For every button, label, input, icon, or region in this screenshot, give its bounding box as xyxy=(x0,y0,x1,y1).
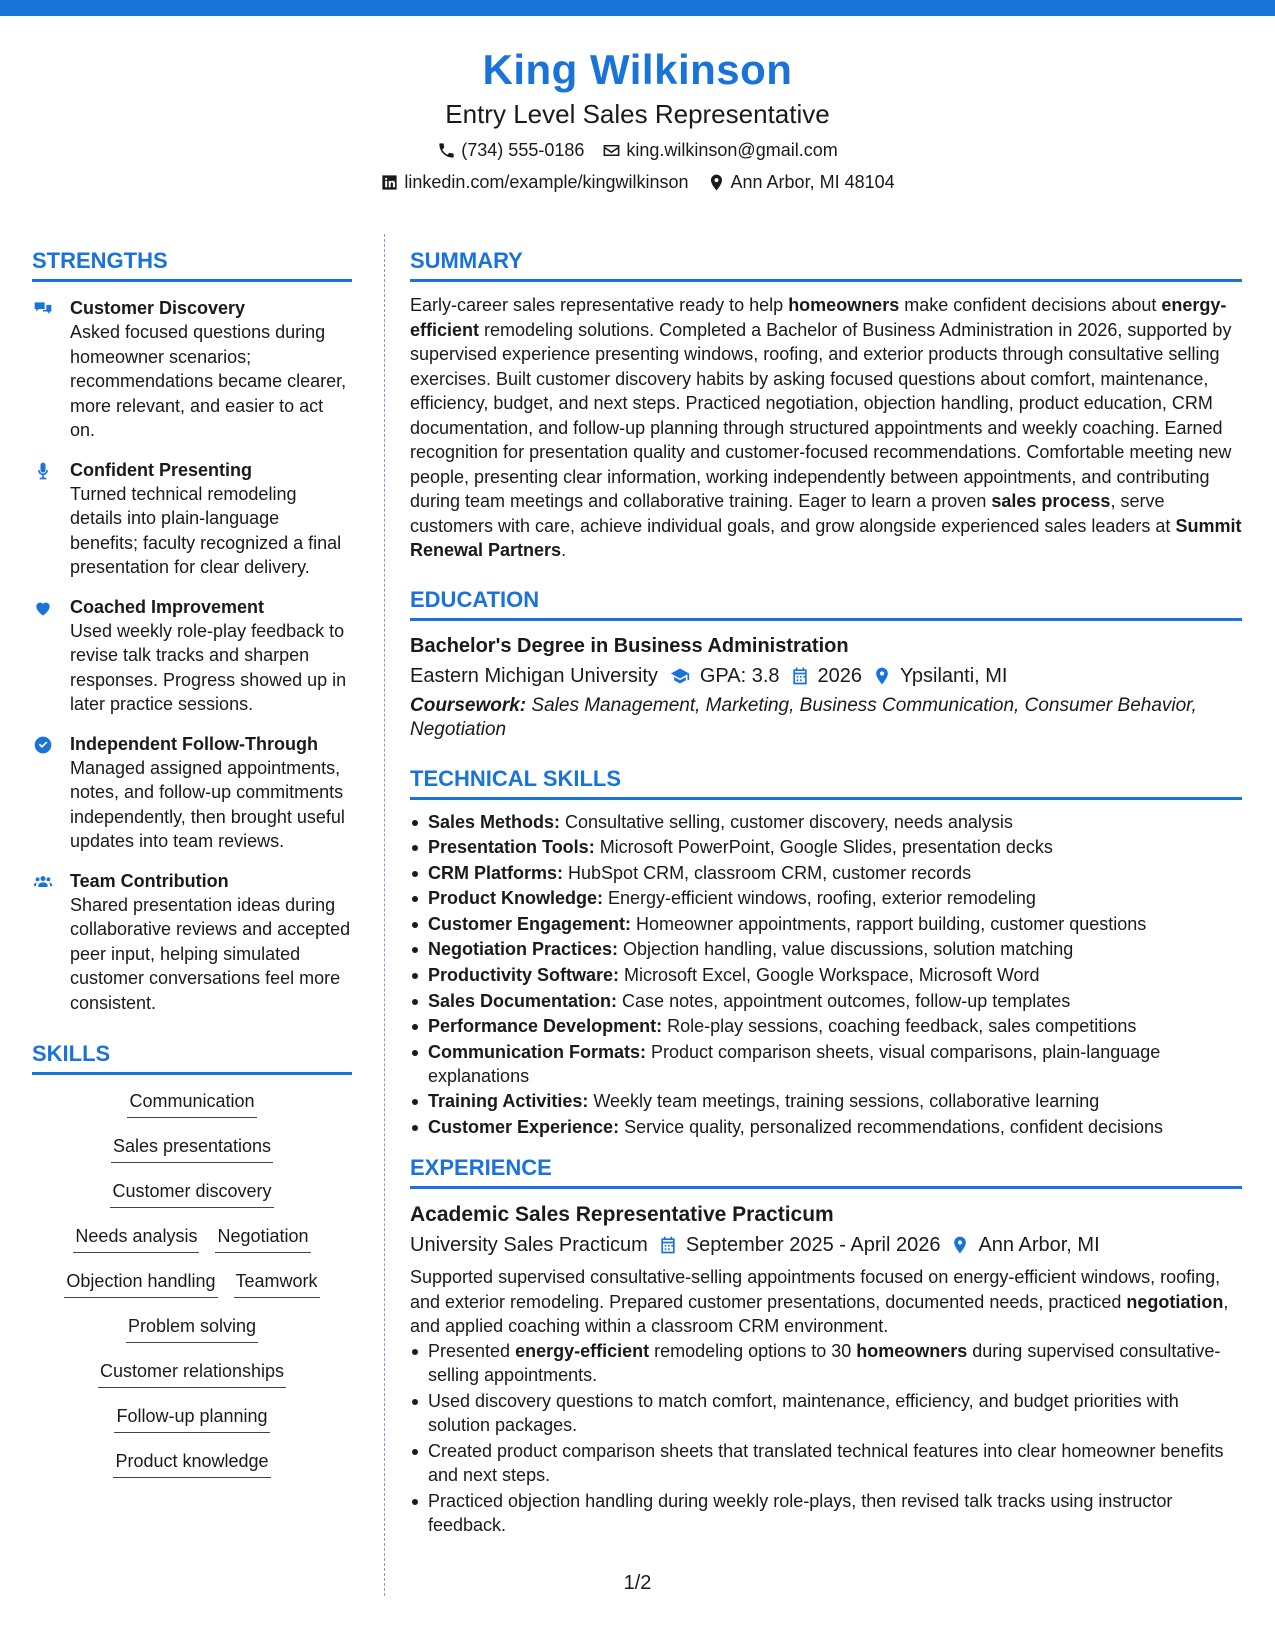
linkedin-icon xyxy=(380,173,399,192)
skill-row xyxy=(111,1134,273,1179)
technical-skill-text: HubSpot CRM, classroom CRM, customer records xyxy=(563,862,972,883)
education-heading: EDUCATION xyxy=(410,585,1242,621)
coursework xyxy=(410,694,1242,742)
heart-icon xyxy=(32,598,54,618)
candidate-role: Entry Level Sales Representative xyxy=(445,99,830,129)
education-school: Eastern Michigan University xyxy=(410,664,658,687)
skill-row xyxy=(98,1359,286,1404)
education-location xyxy=(872,662,1007,690)
map-pin-icon xyxy=(950,1235,970,1255)
strength-item xyxy=(32,458,352,580)
skill-tag: Negotiation xyxy=(215,1224,310,1253)
technical-skill-item xyxy=(410,835,1242,859)
technical-skill-text: Role-play sessions, coaching feedback, sales competitions xyxy=(662,1016,1137,1037)
experience-heading: EXPERIENCE xyxy=(410,1153,1242,1189)
job-bullet xyxy=(410,1339,1242,1387)
education-gpa xyxy=(668,662,780,690)
technical-skills-list xyxy=(410,810,1242,1140)
technical-skill-label: Training Activities: xyxy=(428,1091,589,1112)
resume-header xyxy=(0,44,1275,194)
job-bullet-segment: Created product comparison sheets that translated technical features into clear homeowner benefits and next steps. xyxy=(428,1440,1224,1485)
technical-skill-item xyxy=(410,1115,1242,1139)
technical-skill-label: Negotiation Practices: xyxy=(428,939,619,960)
job-intro-segment: Supported supervised consultative-selling appointments focused on energy-efficient windows, roofing, and exterior remodeling. Prepared customer presentations, documented needs, practiced xyxy=(410,1267,1221,1312)
technical-skill-item xyxy=(410,1040,1242,1088)
skill-tag: Needs analysis xyxy=(73,1224,199,1253)
education-meta xyxy=(410,662,1242,690)
skill-tag: Sales presentations xyxy=(111,1134,273,1163)
technical-skill-item xyxy=(410,886,1242,910)
skill-row xyxy=(110,1179,273,1224)
skill-tag: Objection handling xyxy=(64,1269,217,1298)
strength-icon-wrap xyxy=(32,869,70,1016)
skill-tag: Communication xyxy=(127,1089,256,1118)
technical-skill-text: Consultative selling, customer discovery, needs analysis xyxy=(560,811,1013,832)
skill-row xyxy=(127,1089,256,1134)
job-intro-segment: negotiation xyxy=(1126,1291,1224,1312)
graduation-cap-icon xyxy=(668,666,692,686)
technical-skill-text: Service quality, personalized recommendations, confident decisions xyxy=(619,1117,1164,1138)
coursework-text: Sales Management, Marketing, Business Communication, Consumer Behavior, Negotiation xyxy=(410,694,1197,740)
skill-row xyxy=(114,1404,269,1449)
technical-skill-label: Communication Formats: xyxy=(428,1041,647,1062)
job-bullet xyxy=(410,1439,1242,1487)
job-bullet xyxy=(410,1389,1242,1437)
technical-skill-item xyxy=(410,937,1242,961)
skill-row xyxy=(73,1224,310,1269)
education-degree: Bachelor's Degree in Business Administration xyxy=(410,634,849,657)
email-contact[interactable] xyxy=(602,138,837,162)
summary-text xyxy=(410,293,1242,563)
technical-skill-item xyxy=(410,1089,1242,1113)
gpa-text: GPA: 3.8 xyxy=(699,664,780,687)
job-meta xyxy=(410,1231,1242,1259)
skills-list xyxy=(32,1089,352,1494)
technical-skill-label: CRM Platforms: xyxy=(428,862,564,883)
summary-segment: . xyxy=(561,540,567,560)
technical-skill-label: Customer Engagement: xyxy=(428,913,632,934)
candidate-name: King Wilkinson xyxy=(482,46,793,93)
job-dates-text: September 2025 - April 2026 xyxy=(685,1234,941,1257)
technical-skill-label: Presentation Tools: xyxy=(428,837,595,858)
strength-desc: Managed assigned appointments, notes, and follow-up commitments independently, then brought useful updates into team reviews. xyxy=(70,757,345,851)
summary-segment: homeowners xyxy=(788,295,900,315)
technical-skill-item xyxy=(410,861,1242,885)
strength-desc: Used weekly role-play feedback to revise talk tracks and sharpen responses. Progress showed up in later practice sessions. xyxy=(70,620,347,714)
job-dates xyxy=(658,1231,941,1259)
summary-segment: Early-career sales representative ready to help xyxy=(410,295,789,315)
job-bullet-segment: remodeling options to 30 xyxy=(649,1340,857,1361)
summary-segment: sales process xyxy=(991,491,1111,511)
strength-title: Coached Improvement xyxy=(70,596,265,617)
job-bullet-segment: energy-efficient xyxy=(515,1340,650,1361)
calendar-icon xyxy=(658,1235,678,1255)
technical-skill-text: Microsoft PowerPoint, Google Slides, presentation decks xyxy=(594,837,1053,858)
technical-skill-text: Microsoft Excel, Google Workspace, Microsoft Word xyxy=(619,965,1040,986)
column-divider xyxy=(384,234,385,1596)
year-text: 2026 xyxy=(817,664,863,687)
strength-desc: Asked focused questions during homeowner scenarios; recommendations became clearer, more relevant, and easier to act on. xyxy=(70,322,347,440)
job-bullets xyxy=(410,1339,1242,1537)
technical-skill-text: Homeowner appointments, rapport building, customer questions xyxy=(631,913,1147,934)
skill-tag: Customer discovery xyxy=(110,1179,273,1208)
technical-skill-label: Productivity Software: xyxy=(428,965,620,986)
job-intro-segment: , and applied coaching within a classroom CRM environment. xyxy=(410,1291,1229,1337)
skill-tag: Product knowledge xyxy=(113,1449,270,1478)
job-bullet-segment: Practiced objection handling during weekly role-plays, then revised talk tracks using instructor feedback. xyxy=(428,1490,1173,1535)
technical-skill-item xyxy=(410,912,1242,936)
job-bullet-segment: during supervised consultative-selling appointments. xyxy=(428,1340,1221,1385)
skill-tag: Customer relationships xyxy=(98,1359,286,1388)
summary-segment: make confident decisions about xyxy=(899,295,1162,315)
check-circle-icon xyxy=(32,735,54,755)
strength-title: Customer Discovery xyxy=(70,298,246,318)
strength-body xyxy=(70,869,352,1016)
technical-skill-text: Energy-efficient windows, roofing, exterior remodeling xyxy=(603,888,1036,909)
strength-item xyxy=(32,732,352,854)
envelope-icon xyxy=(602,141,621,160)
phone-icon xyxy=(437,141,456,160)
strength-body xyxy=(70,732,352,854)
strength-item xyxy=(32,869,352,1016)
top-accent-bar xyxy=(0,0,1275,16)
strength-icon-wrap xyxy=(32,296,70,443)
job-intro xyxy=(410,1265,1242,1339)
email-text: king.wilkinson@gmail.com xyxy=(626,140,838,160)
job-location-text: Ann Arbor, MI xyxy=(978,1234,1100,1257)
map-pin-icon xyxy=(872,666,892,686)
technical-skill-item xyxy=(410,989,1242,1013)
skill-row xyxy=(113,1449,270,1494)
summary-segment: , serve customers with care, achieve individual goals, and grow alongside experienced sales leaders at xyxy=(410,491,1176,536)
technical-skill-text: Objection handling, value discussions, solution matching xyxy=(618,939,1074,960)
strengths-list xyxy=(32,296,352,1015)
skill-tag: Follow-up planning xyxy=(114,1404,269,1433)
job-bullet-segment: Presented xyxy=(428,1340,516,1361)
users-icon xyxy=(32,872,54,892)
strength-title: Confident Presenting xyxy=(70,459,253,480)
left-column xyxy=(32,246,352,1494)
strength-desc: Turned technical remodeling details into plain-language benefits; faculty recognized a final presentation for clear delivery. xyxy=(70,483,342,577)
technical-skill-item xyxy=(410,810,1242,834)
contact-row-1 xyxy=(0,138,1275,162)
phone-text: (734) 555-0186 xyxy=(461,140,585,160)
strength-desc: Shared presentation ideas during collaborative reviews and accepted peer input, helping simulated customer conversations feel more consistent. xyxy=(70,894,351,1013)
strength-item xyxy=(32,595,352,717)
comments-icon xyxy=(32,299,54,319)
strength-title: Independent Follow-Through xyxy=(70,733,318,754)
technical-skill-label: Product Knowledge: xyxy=(428,888,603,909)
summary-segment: Summit Renewal Partners xyxy=(410,515,1242,560)
summary-segment: remodeling solutions. Completed a Bachelor of Business Administration in 2026, supported by supervised experience presenting windows, roofing, and exterior products through consultative selling exercises. Built customer discovery habits by asking focused questions about comfort, maintenance, efficiency, budget, and next steps. Practiced negotiation, objection handling, product education, CRM documentation, and follow-up planning through structured appointments and weekly coaching. Earned recognition for presentation quality and customer-focused recommendations. Comfortable meeting new people, presenting clear information, working independently between appointments, and contributing during team meetings and collaborative training. Eager to learn a proven xyxy=(410,319,1232,511)
strengths-heading: STRENGTHS xyxy=(32,246,352,282)
strength-title: Team Contribution xyxy=(70,870,229,891)
coursework-label: Coursework: xyxy=(410,694,527,716)
skill-row xyxy=(126,1314,258,1359)
technical-skill-item xyxy=(410,963,1242,987)
skill-tag: Teamwork xyxy=(234,1269,320,1298)
job-title: Academic Sales Representative Practicum xyxy=(410,1203,834,1227)
education-location-text: Ypsilanti, MI xyxy=(900,664,1008,687)
skill-row xyxy=(64,1269,319,1314)
skill-tag: Problem solving xyxy=(126,1314,258,1343)
technical-skill-item xyxy=(410,1014,1242,1038)
calendar-icon xyxy=(790,666,810,686)
job-bullet xyxy=(410,1489,1242,1537)
strength-icon-wrap xyxy=(32,458,70,580)
linkedin-text: linkedin.com/example/kingwilkinson xyxy=(404,172,689,192)
strength-body xyxy=(70,296,352,443)
strength-icon-wrap xyxy=(32,595,70,717)
location-contact xyxy=(707,170,895,194)
education-year xyxy=(790,662,863,690)
strength-body xyxy=(70,458,352,580)
summary-heading: SUMMARY xyxy=(410,246,1242,282)
page-number: 1/2 xyxy=(623,1572,652,1594)
strength-body xyxy=(70,595,352,717)
map-pin-icon xyxy=(707,173,726,192)
technical-skill-label: Sales Documentation: xyxy=(428,990,618,1011)
technical-skill-label: Sales Methods: xyxy=(428,811,561,832)
job-location xyxy=(950,1231,1099,1259)
job-bullet-segment: homeowners xyxy=(856,1340,968,1361)
technical-skill-text: Case notes, appointment outcomes, follow-up templates xyxy=(617,990,1071,1011)
technical-skill-text: Weekly team meetings, training sessions, collaborative learning xyxy=(588,1091,1100,1112)
job-org: University Sales Practicum xyxy=(410,1234,648,1257)
job-bullet-segment: Used discovery questions to match comfort, maintenance, efficiency, and budget priorities with solution packages. xyxy=(428,1390,1179,1435)
phone-contact[interactable] xyxy=(437,138,584,162)
technical-skill-text: Product comparison sheets, visual comparisons, plain-language explanations xyxy=(428,1041,1161,1086)
right-column xyxy=(410,246,1242,1539)
technical-skill-label: Performance Development: xyxy=(428,1016,663,1037)
microphone-icon xyxy=(32,461,54,481)
contact-row-2 xyxy=(0,170,1275,194)
strength-icon-wrap xyxy=(32,732,70,854)
summary-segment: energy-efficient xyxy=(410,295,1227,340)
strength-item xyxy=(32,296,352,443)
linkedin-contact[interactable] xyxy=(380,170,688,194)
skills-heading: SKILLS xyxy=(32,1039,352,1075)
location-text: Ann Arbor, MI 48104 xyxy=(730,172,895,192)
technical-skills-heading: TECHNICAL SKILLS xyxy=(410,764,1242,800)
technical-skill-label: Customer Experience: xyxy=(428,1117,620,1138)
